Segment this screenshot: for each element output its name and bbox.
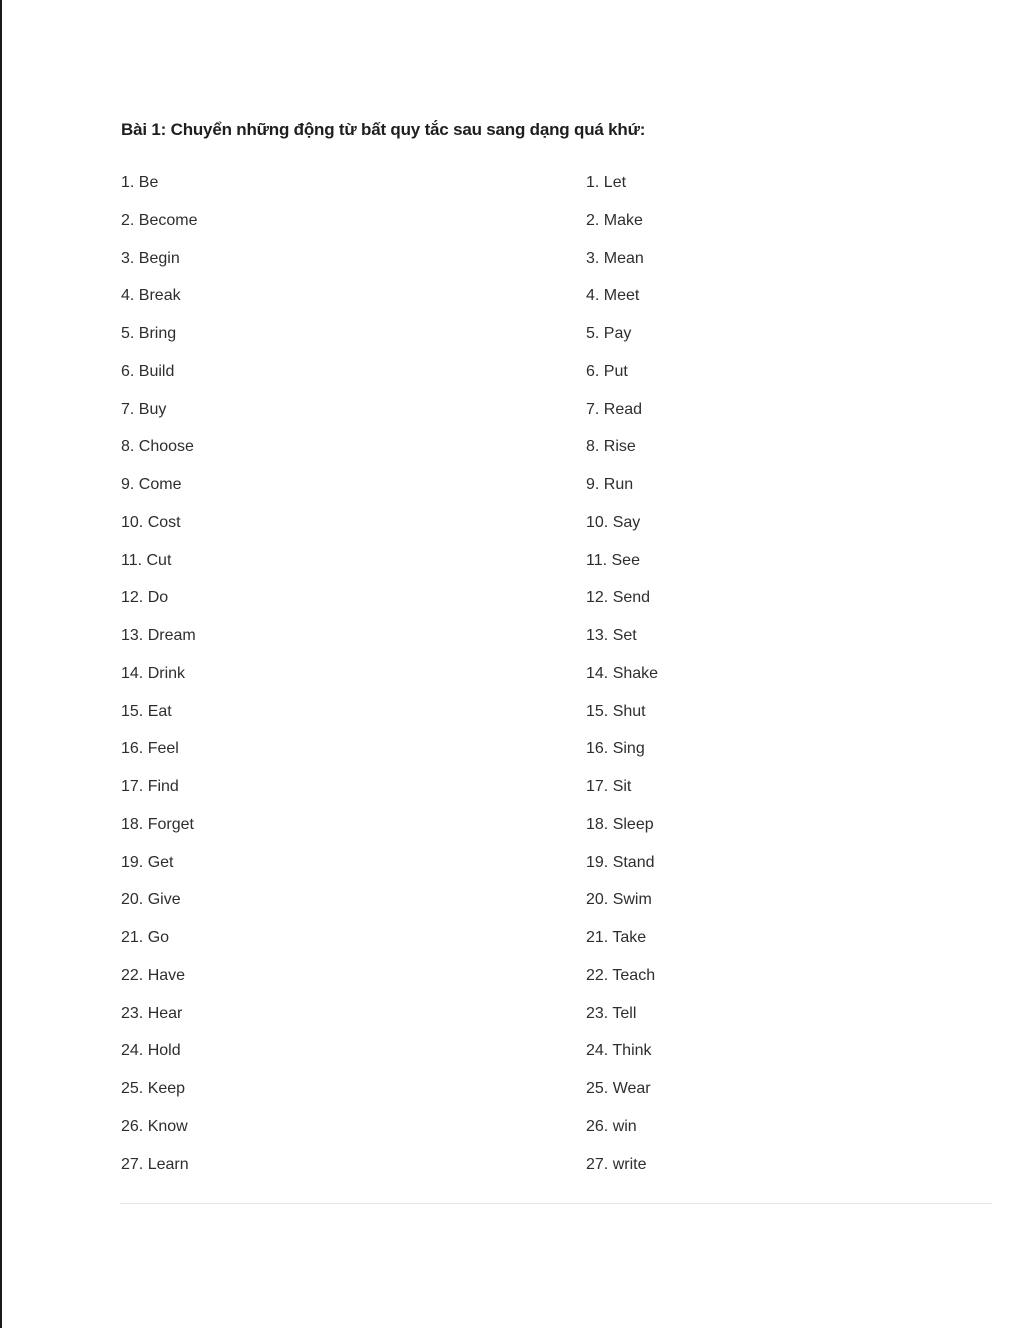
verb-item: 25. Wear — [586, 1080, 651, 1097]
verb-item: 2. Become — [121, 211, 198, 229]
verb-item: 26. win — [586, 1117, 637, 1135]
verb-item: 18. Forget — [121, 815, 194, 833]
verb-item: 15. Shut — [586, 702, 646, 720]
verb-item: 24. Hold — [121, 1042, 181, 1060]
verb-item: 9. Come — [121, 476, 182, 493]
verb-item: 15. Eat — [121, 702, 172, 720]
verb-item: 8. Rise — [586, 438, 636, 456]
verb-item: 12. Send — [586, 589, 651, 607]
verb-item: 19. Get — [121, 853, 174, 871]
verb-item: 11. See — [586, 551, 640, 569]
verb-item: 6. Put — [586, 362, 628, 380]
verb-item: 14. Drink — [121, 664, 186, 682]
verb-item: 12. Do — [121, 589, 169, 607]
verb-item: 3. Mean — [586, 249, 644, 267]
verb-item: 5. Pay — [586, 325, 632, 342]
verb-item: 25. Keep — [121, 1080, 186, 1097]
verb-item: 1. Let — [586, 174, 627, 191]
verb-item: 3. Begin — [121, 249, 180, 267]
verb-item: 27. write — [586, 1155, 647, 1173]
verb-item: 16. Feel — [121, 740, 179, 758]
verb-item: 24. Think — [586, 1042, 652, 1060]
verb-item: 5. Bring — [121, 325, 177, 342]
exercise-title: Bài 1: Chuyển những động từ bất quy tắc sau sang dạng quá khứ: — [121, 120, 646, 139]
verb-item: 4. Break — [121, 287, 181, 305]
verb-item: 10. Cost — [121, 513, 181, 531]
verb-item: 20. Swim — [586, 891, 652, 909]
verb-item: 2. Make — [586, 211, 643, 229]
verb-item: 18. Sleep — [586, 815, 654, 833]
verb-item: 26. Know — [121, 1117, 188, 1135]
verb-item: 14. Shake — [586, 664, 659, 682]
verb-item: 7. Buy — [121, 400, 167, 418]
verb-item: 6. Build — [121, 362, 175, 380]
verb-item: 1. Be — [121, 174, 159, 191]
verb-item: 23. Hear — [121, 1004, 183, 1022]
verb-item: 13. Set — [586, 627, 637, 644]
verb-item: 4. Meet — [586, 287, 640, 305]
verb-item: 11. Cut — [121, 551, 172, 569]
verb-item: 8. Choose — [121, 438, 194, 456]
verb-item: 20. Give — [121, 891, 181, 909]
verb-item: 9. Run — [586, 476, 634, 493]
verb-item: 22. Have — [121, 966, 186, 984]
verb-item: 7. Read — [586, 400, 643, 418]
verb-item: 16. Sing — [586, 740, 645, 758]
verb-item: 27. Learn — [121, 1155, 189, 1173]
bottom-divider — [120, 1203, 992, 1204]
verb-item: 23. Tell — [586, 1004, 637, 1022]
verb-list-right — [586, 171, 658, 1190]
verb-item: 21. Go — [121, 929, 170, 946]
verb-item: 17. Sit — [586, 778, 632, 795]
verb-item: 19. Stand — [586, 853, 655, 871]
verb-item: 22. Teach — [586, 966, 656, 984]
verb-item: 17. Find — [121, 778, 179, 795]
verb-list-left — [121, 171, 197, 1190]
verb-item: 10. Say — [586, 513, 641, 531]
verb-item: 21. Take — [586, 929, 647, 946]
verb-item: 13. Dream — [121, 627, 196, 644]
